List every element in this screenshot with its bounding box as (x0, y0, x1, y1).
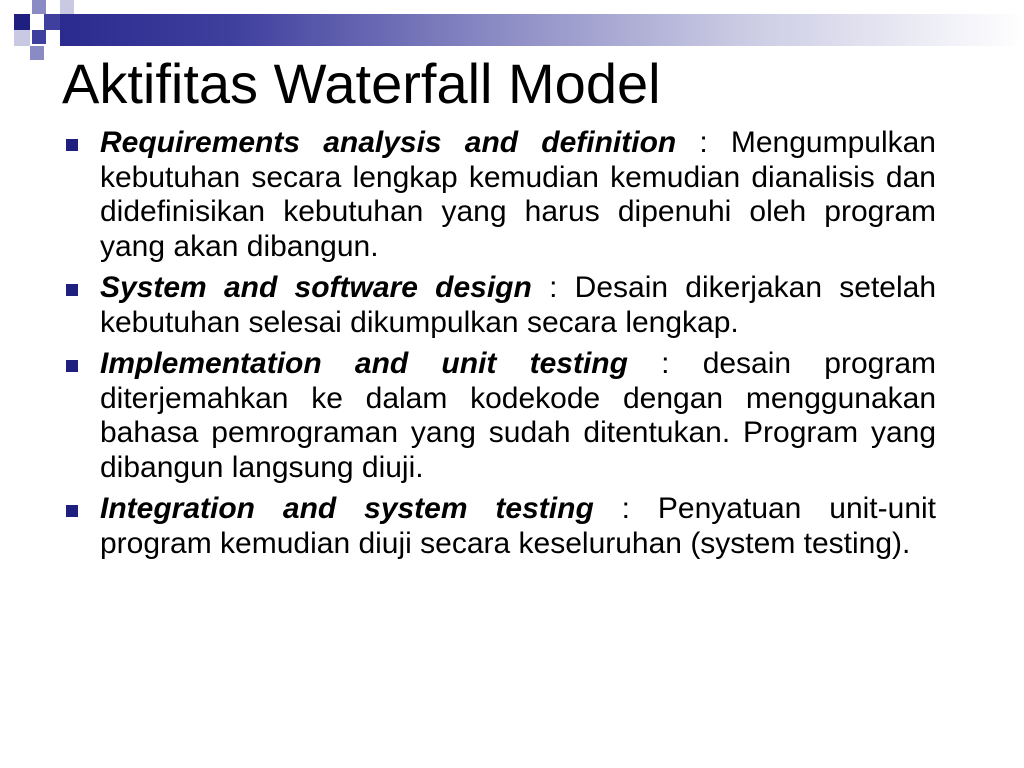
bullet-item-implementation (64, 347, 936, 485)
header-gradient-band (60, 14, 1024, 46)
decor-square (44, 14, 60, 30)
bullet-description: : Desain dikerjakan setelah kebutuhan selesai dikumpulkan secara lengkap. (100, 271, 936, 339)
decor-square (30, 46, 44, 60)
bullet-term: Requirements analysis and definition (100, 126, 677, 159)
bullet-item-integration (64, 492, 936, 561)
bullet-item-requirements (64, 126, 936, 264)
bullet-description: : desain program diterjemahkan ke dalam kodekode dengan menggunakan bahasa pemrograman yang sudah ditentukan. Program yang dibangun langsung diuji. (100, 347, 937, 484)
square-bullet-icon (66, 284, 78, 296)
bullet-term: System and software design (100, 271, 532, 304)
decor-square (32, 0, 46, 14)
bullet-term: Implementation and unit testing (100, 347, 628, 380)
decor-square (32, 30, 46, 44)
decor-square (14, 30, 30, 46)
bullet-item-design (64, 271, 936, 340)
bullet-description: : Penyatuan unit-unit program kemudian diuji secara keseluruhan (system testing). (100, 492, 936, 560)
square-bullet-icon (66, 360, 78, 372)
square-bullet-icon (66, 505, 78, 517)
decor-square (60, 0, 74, 14)
square-bullet-icon (66, 139, 78, 151)
bullet-term: Integration and system testing (100, 492, 594, 525)
bullet-description: : Mengumpulkan kebutuhan secara lengkap kemudian kemudian dianalisis dan didefinisikan kebutuhan yang harus dipenuhi oleh program yang akan dibangun. (100, 126, 936, 263)
slide-title: Aktifitas Waterfall Model (62, 52, 661, 115)
decor-square (14, 14, 30, 30)
bullet-list (64, 126, 936, 568)
